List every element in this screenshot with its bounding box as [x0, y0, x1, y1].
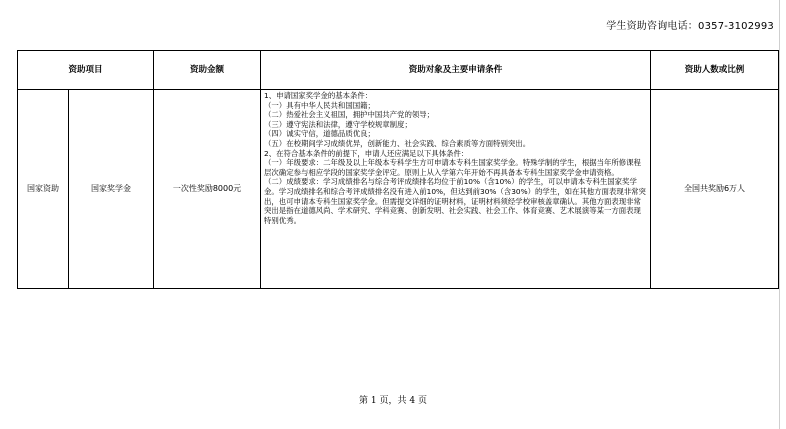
cell-quota: 全国共奖励6万人 — [651, 90, 779, 289]
condition-line: （三）遵守宪法和法律，遵守学校规章制度； — [264, 119, 412, 129]
funding-table — [17, 50, 779, 289]
table-row — [18, 90, 779, 289]
cell-category: 国家资助 — [18, 90, 69, 289]
condition-line: 2、在符合基本条件的前提下，申请人还应满足以下具体条件： — [264, 148, 469, 158]
header-amount: 资助金额 — [154, 51, 261, 90]
condition-line: （二）成绩要求：学习成绩排名与综合考评成绩排名均位于前10%（含10%）的学生，可以申请本专科生国家奖学金。学习成绩排名和综合考评成绩排名没有进入前10%，但达到前30%（含30%）的学生，如在其他方面表现非常突出，也可申请本专科生国家奖学金。但需提交详细的证明材料，证明材料须经学校审核盖章确认。其他方面表现非常突出是指在道德风尚、学术研究、学科竞赛、创新发明、社会实践、社会工作、体育竞赛、艺术展演等某一方面表现特别优秀。 — [264, 177, 646, 225]
condition-line: （一）年级要求：二年级及以上年级本专科学生方可申请本专科生国家奖学金。特殊学制的学生，根据当年所修课程层次确定参与相应学段的国家奖学金评定。原则上从入学第六年开始不再具备本专科生国家奖学金申请资格。 — [264, 158, 641, 177]
page-number: 第 1 页，共 4 页 — [359, 396, 427, 406]
cell-name: 国家奖学金 — [69, 90, 154, 289]
page-edge — [779, 0, 780, 429]
condition-line: （四）诚实守信，道德品质优良； — [264, 129, 375, 139]
table-header-row — [18, 51, 779, 90]
header-quota: 资助人数或比例 — [651, 51, 779, 90]
condition-line: （二）热爱社会主义祖国，拥护中国共产党的领导； — [264, 110, 435, 120]
cell-amount: 一次性奖励8000元 — [154, 90, 261, 289]
header-conditions: 资助对象及主要申请条件 — [261, 51, 651, 90]
condition-line: （五）在校期间学习成绩优异，创新能力、社会实践、综合素质等方面特别突出。 — [264, 138, 531, 148]
condition-line: （一）具有中华人民共和国国籍； — [264, 100, 375, 110]
condition-line: 1、申请国家奖学金的基本条件： — [264, 91, 373, 100]
cell-conditions — [261, 90, 651, 289]
hotline-text: 学生资助咨询电话：0357-3102993 — [606, 21, 774, 32]
header-item: 资助项目 — [18, 51, 154, 90]
